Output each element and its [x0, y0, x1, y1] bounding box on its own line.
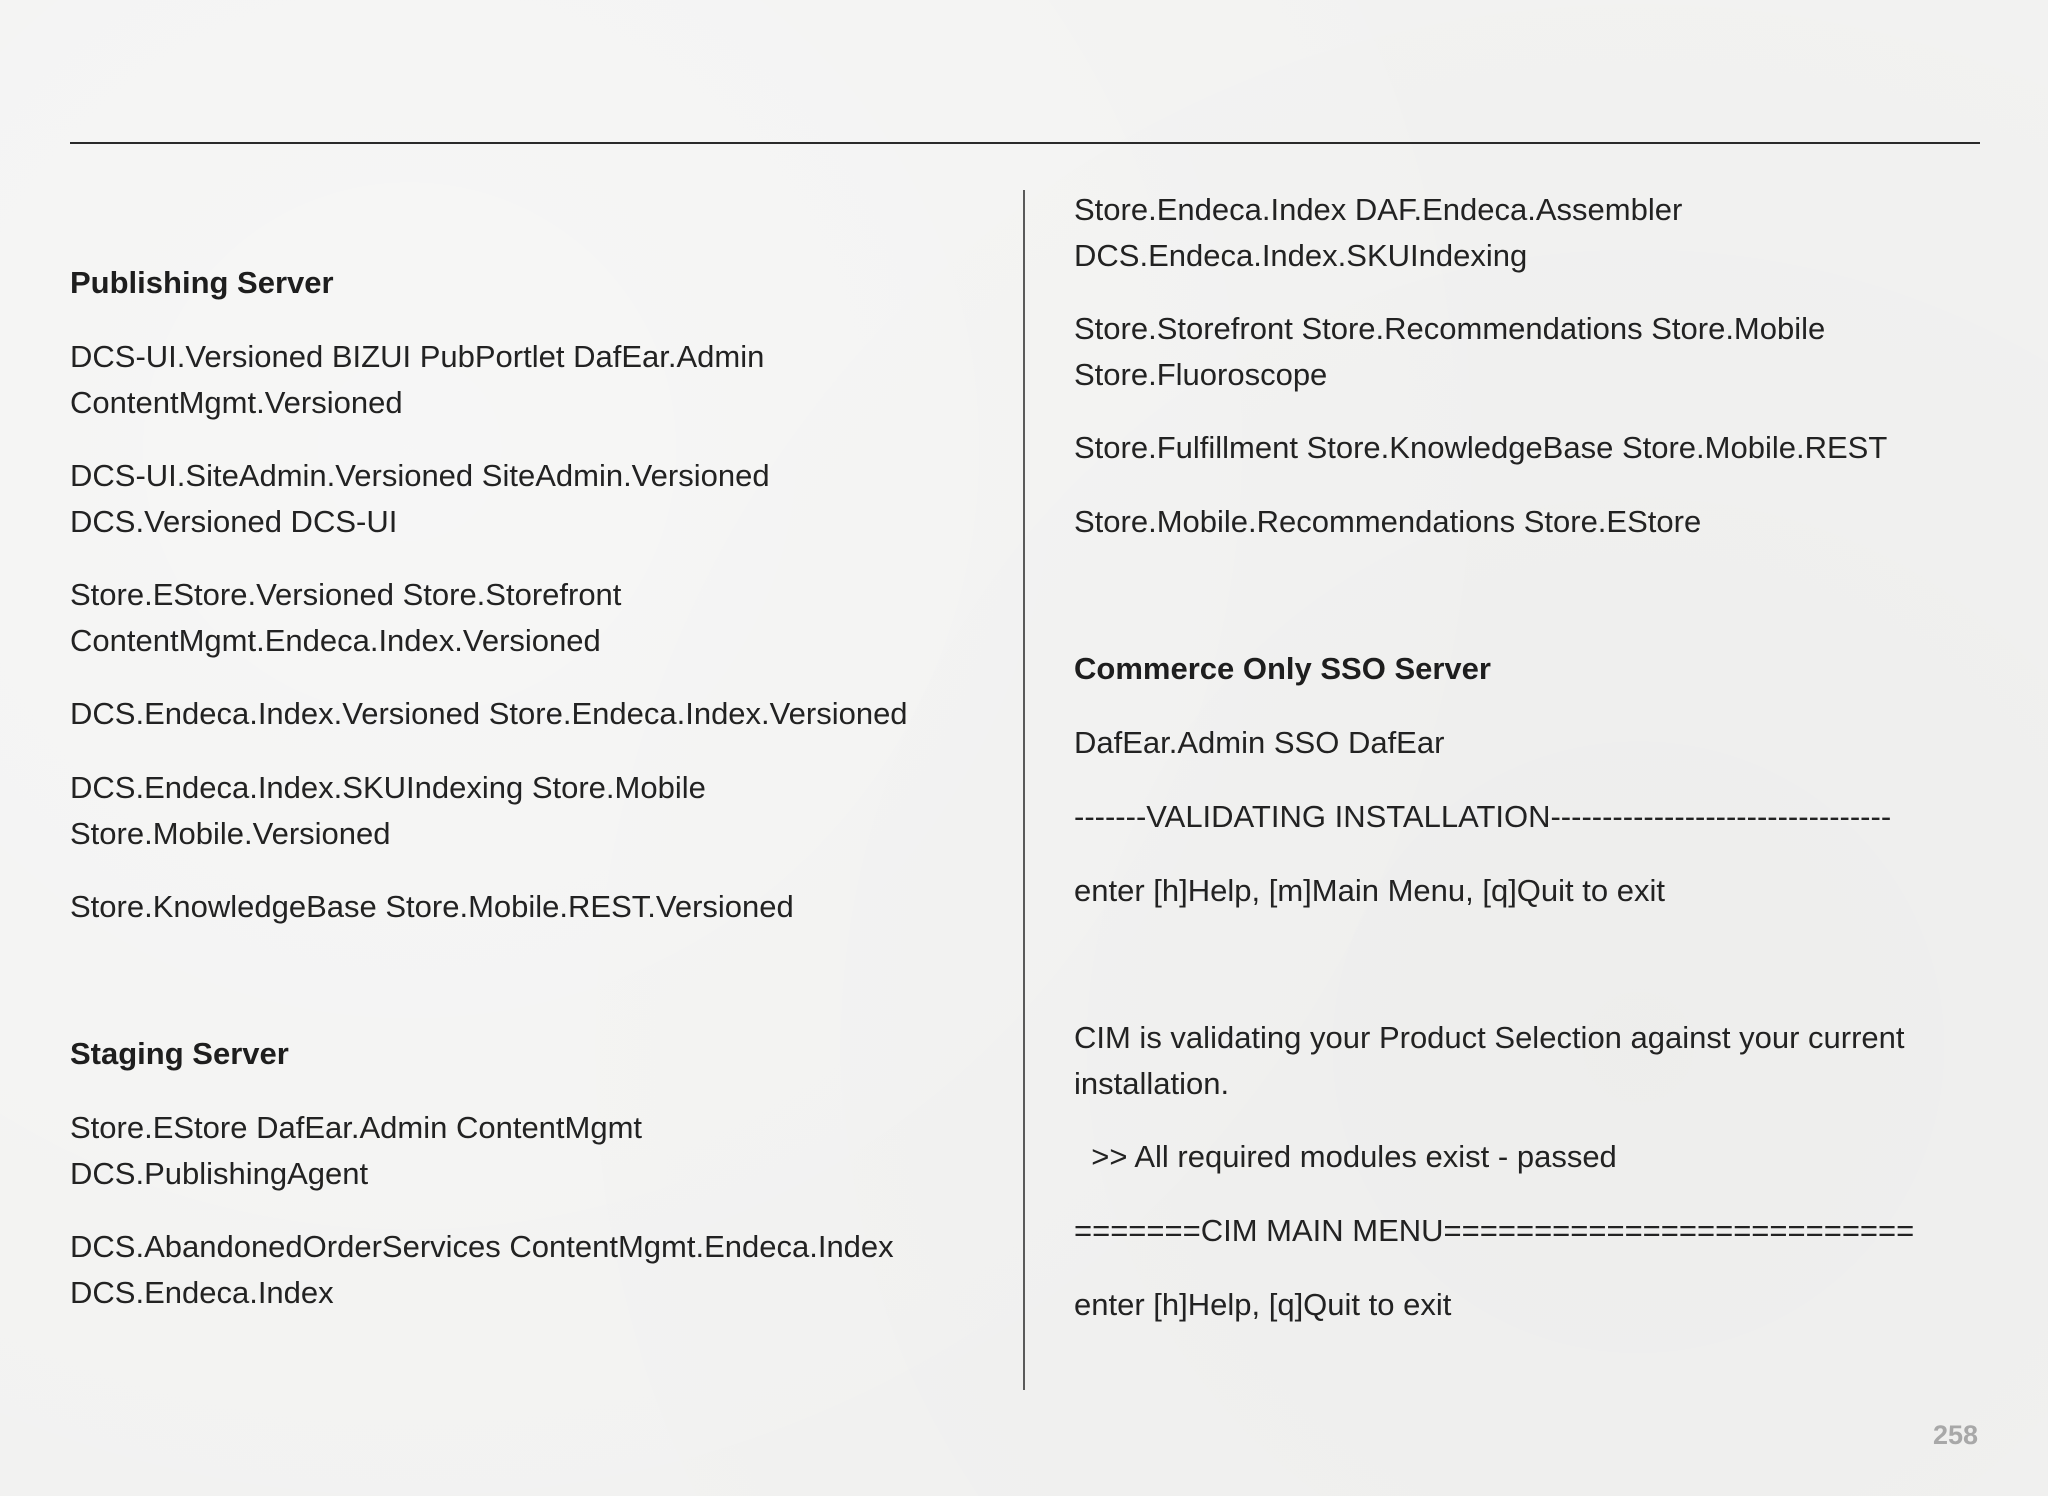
- cim-validating-message: CIM is validating your Product Selection against your current installation.: [1074, 1020, 1905, 1101]
- publishing-modules-line-5: DCS.Endeca.Index.SKUIndexing Store.Mobile Store.Mobile.Versioned: [70, 770, 706, 851]
- validating-installation-banner: -------VALIDATING INSTALLATION---------------------------------: [1074, 799, 1892, 834]
- publishing-modules-line-6: Store.KnowledgeBase Store.Mobile.REST.Versioned: [70, 889, 794, 924]
- sso-modules-line: DafEar.Admin SSO DafEar: [1074, 725, 1445, 760]
- continued-modules-line-3: Store.Fulfillment Store.KnowledgeBase Store.Mobile.REST: [1074, 430, 1888, 465]
- page-number: 258: [1932, 1420, 1978, 1450]
- publishing-modules-line-4: DCS.Endeca.Index.Versioned Store.Endeca.Index.Versioned: [70, 696, 908, 731]
- column-divider: [1023, 190, 1025, 1390]
- continued-modules-line-2: Store.Storefront Store.Recommendations Store.Mobile Store.Fluoroscope: [1074, 311, 1826, 392]
- staging-server-heading: Staging Server: [70, 1036, 289, 1071]
- continued-modules-line-4: Store.Mobile.Recommendations Store.EStore: [1074, 504, 1702, 539]
- quit-prompt-line: enter [h]Help, [q]Quit to exit: [1074, 1287, 1452, 1322]
- publishing-modules-line-2: DCS-UI.SiteAdmin.Versioned SiteAdmin.Versioned DCS.Versioned DCS-UI: [70, 458, 770, 539]
- cim-main-menu-banner: =======CIM MAIN MENU==========================: [1074, 1213, 1915, 1248]
- modules-passed-message: >> All required modules exist - passed: [1074, 1139, 1617, 1174]
- sso-server-heading: Commerce Only SSO Server: [1074, 651, 1491, 686]
- continued-modules-line-1: Store.Endeca.Index DAF.Endeca.Assembler DCS.Endeca.Index.SKUIndexing: [1074, 192, 1683, 273]
- publishing-server-heading: Publishing Server: [70, 265, 334, 300]
- menu-prompt-line: enter [h]Help, [m]Main Menu, [q]Quit to exit: [1074, 873, 1665, 908]
- staging-modules-line-1: Store.EStore DafEar.Admin ContentMgmt DCS.PublishingAgent: [70, 1110, 643, 1191]
- staging-modules-line-2: DCS.AbandonedOrderServices ContentMgmt.Endeca.Index DCS.Endeca.Index: [70, 1229, 894, 1310]
- publishing-modules-line-3: Store.EStore.Versioned Store.Storefront ContentMgmt.Endeca.Index.Versioned: [70, 577, 622, 658]
- publishing-modules-line-1: DCS-UI.Versioned BIZUI PubPortlet DafEar.Admin ContentMgmt.Versioned: [70, 339, 765, 420]
- top-horizontal-rule: [70, 142, 1980, 144]
